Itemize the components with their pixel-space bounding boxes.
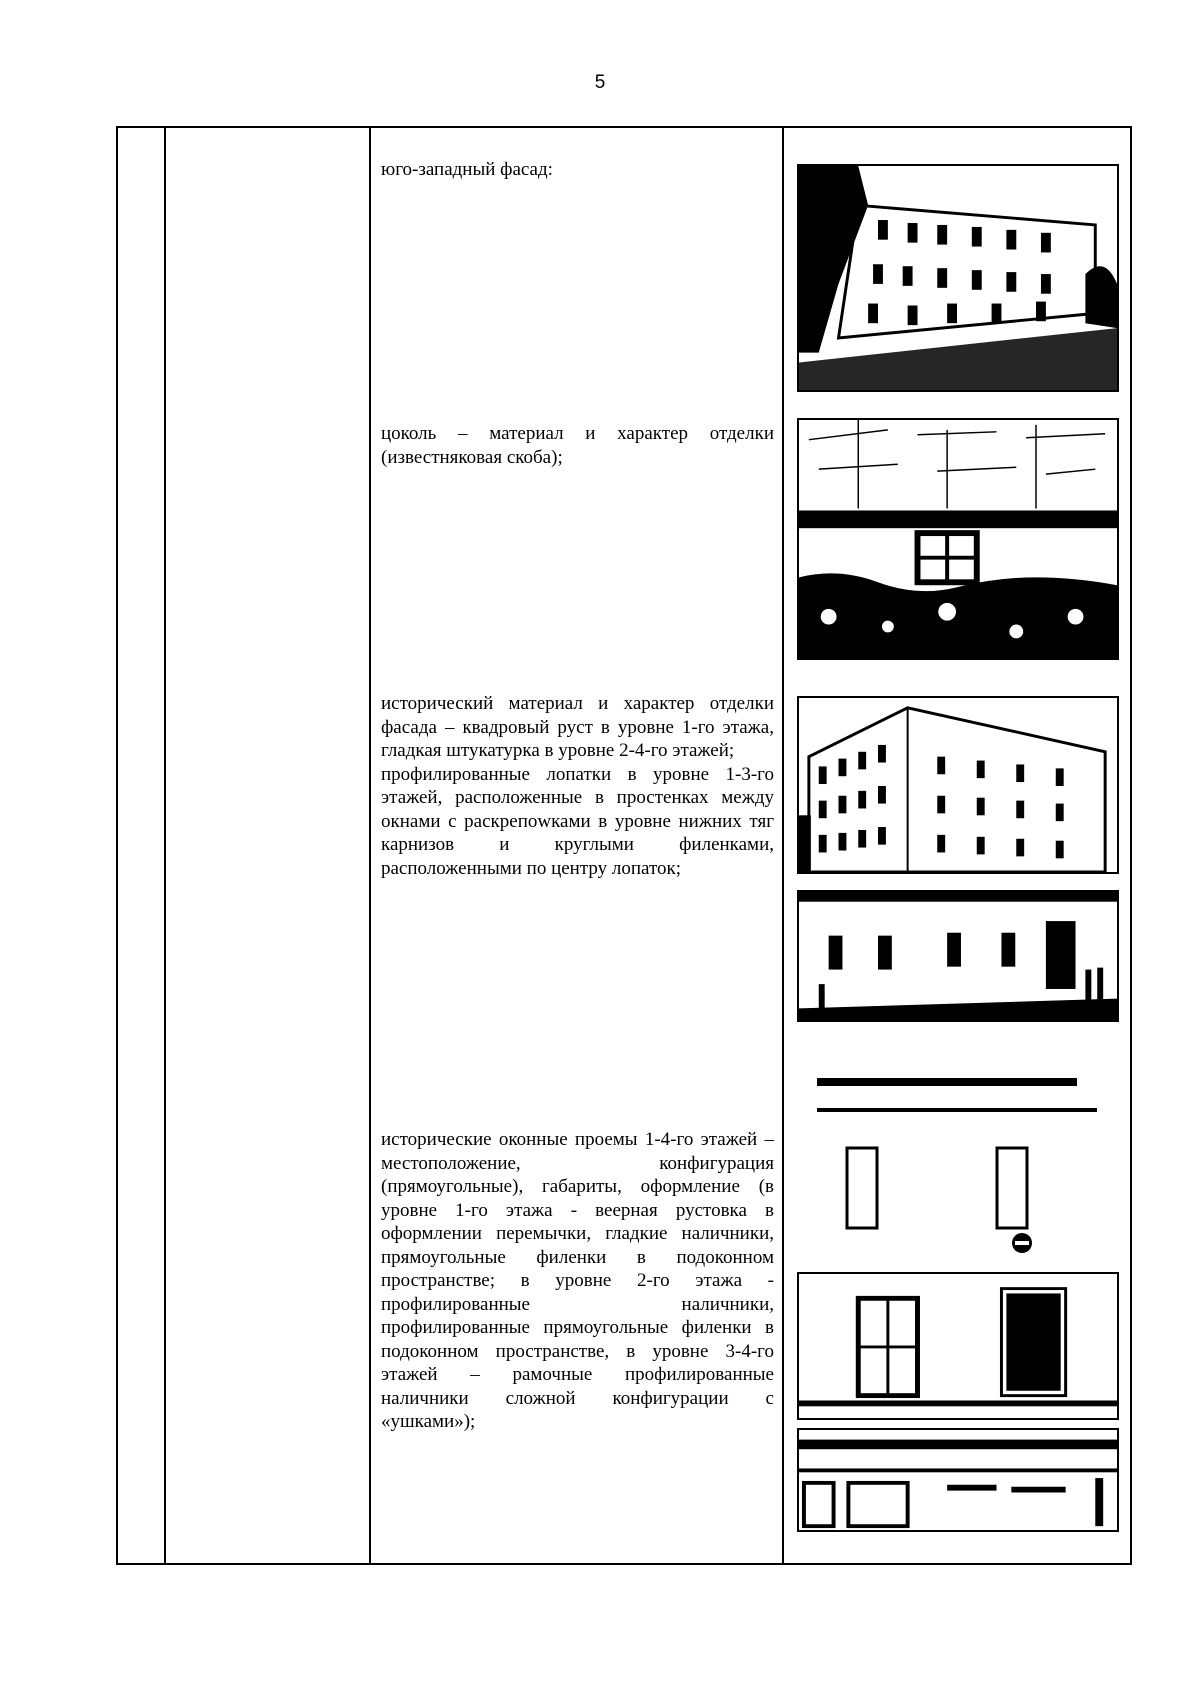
- corner-building-photo: [797, 696, 1119, 874]
- paragraph: исторический материал и характер отделки фасада – квадровый руст в уровне 1-го этажа, гладкая штукатурка в уровне 2-4-го этажей;: [381, 693, 774, 761]
- paragraph: цоколь – материал и характер отделки (известняковая скоба);: [381, 423, 774, 468]
- row-text: [381, 422, 774, 469]
- page-number: 5: [594, 72, 606, 93]
- paragraph: профилированные лопатки в уровне 1-3-го этажей, расположенные в простенках между окнами с раскрепowками в уровне нижних тяг карнизов и круглыми филенками, расположенными по центру лопаток;: [381, 763, 774, 879]
- facade-detail-photo: [797, 890, 1119, 1022]
- window-lintel-photo: [797, 1428, 1119, 1532]
- column-divider: [164, 128, 166, 1563]
- paragraph: юго-западный фасад:: [381, 159, 553, 180]
- row-text: [381, 1128, 774, 1434]
- column-divider: [782, 128, 784, 1563]
- plinth-photo: [797, 418, 1119, 660]
- row-text: [381, 692, 774, 880]
- row-text: [381, 158, 774, 182]
- window-openings-photo: [797, 1078, 1119, 1266]
- paragraph: исторические оконные проемы 1-4-го этажей – местоположение, конфигурация (прямоугольные), габариты, оформление (в уровне 1-го этажа - веерная рустовка в оформлении перемычки, гладкие наличники, прямоугольные филенки в подоконном пространстве; в уровне 2-го этажа - профилированные наличники, профилированные прямоугольные филенки в подоконном пространстве, в уровне 3-4-го этажей – рамочные профилированные наличники сложной конфигурации с «ушками»);: [381, 1129, 774, 1432]
- building-facade-photo: [797, 164, 1119, 392]
- column-divider: [369, 128, 371, 1563]
- window-detail-photo: [797, 1272, 1119, 1420]
